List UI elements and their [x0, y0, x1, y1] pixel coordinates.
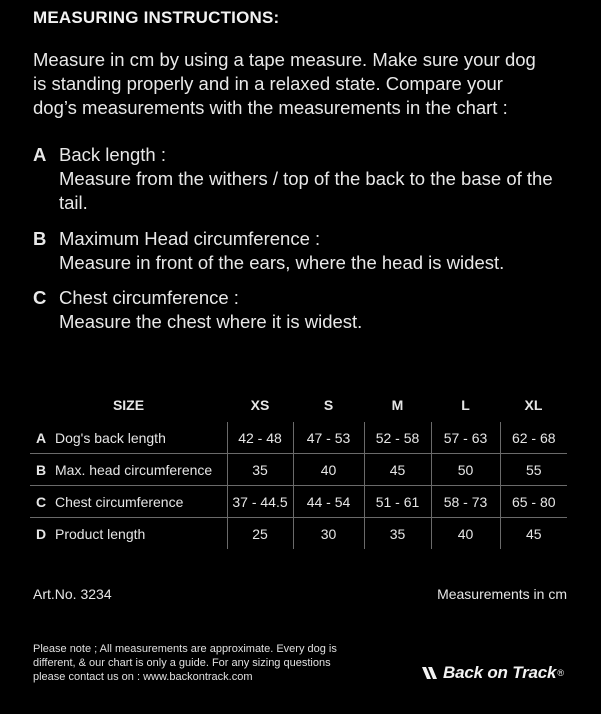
- note-line: Please note ; All measurements are approximate. Every dog is: [33, 643, 337, 655]
- table-cell: 35: [227, 454, 293, 486]
- row-label: [30, 518, 227, 550]
- table-cell: 25: [227, 518, 293, 550]
- row-label-text: Max. head circumference: [55, 461, 213, 478]
- table-cell: 37 - 44.5: [227, 486, 293, 518]
- table-cell: 47 - 53: [293, 422, 364, 454]
- row-label-text: Dog's back length: [55, 429, 166, 446]
- instruction-description: Measure the chest where it is widest.: [59, 311, 363, 332]
- row-letter: D: [36, 525, 47, 542]
- size-header-m: M: [391, 397, 404, 413]
- table-cell: 55: [500, 454, 567, 486]
- table-cell: 30: [293, 518, 364, 550]
- table-cell: 42 - 48: [227, 422, 293, 454]
- instruction-title: Back length :: [59, 144, 166, 165]
- table-cell: 51 - 61: [364, 486, 431, 518]
- instruction-description: Measure in front of the ears, where the head is widest.: [59, 252, 505, 273]
- instruction-letter: A: [33, 144, 47, 165]
- instruction-title: Chest circumference :: [59, 287, 239, 308]
- intro-line: dog’s measurements with the measurements in the chart :: [33, 97, 508, 118]
- size-chart-table: [30, 388, 567, 549]
- article-number: Art.No. 3234: [33, 586, 112, 602]
- size-header-xs: XS: [250, 397, 270, 413]
- intro-paragraph: [33, 48, 573, 120]
- intro-line: is standing properly and in a relaxed state. Compare your: [33, 73, 503, 94]
- back-on-track-stripes-icon: [422, 666, 440, 680]
- instruction-title: Maximum Head circumference :: [59, 228, 321, 249]
- table-row: [30, 422, 567, 454]
- intro-line: Measure in cm by using a tape measure. Make sure your dog: [33, 49, 536, 70]
- table-header-row: [30, 388, 567, 422]
- instruction-letter: B: [33, 228, 47, 249]
- page-title: MEASURING INSTRUCTIONS:: [33, 8, 280, 27]
- row-label: [30, 422, 227, 454]
- table-cell: 62 - 68: [500, 422, 567, 454]
- table-cell: 40: [293, 454, 364, 486]
- brand-name: Back on Track: [443, 663, 557, 682]
- table-row: [30, 454, 567, 486]
- table-cell: 52 - 58: [364, 422, 431, 454]
- row-label: [30, 486, 227, 518]
- table-row: [30, 486, 567, 518]
- table-cell: 58 - 73: [431, 486, 500, 518]
- table-cell: 40: [431, 518, 500, 550]
- row-label-text: Chest circumference: [55, 493, 184, 510]
- instruction-description: Measure from the withers / top of the back to the base of the tail.: [59, 168, 553, 213]
- table-cell: 45: [364, 454, 431, 486]
- registered-mark: ®: [557, 668, 564, 678]
- disclaimer-note: [33, 642, 383, 684]
- size-column-header: SIZE: [112, 397, 145, 413]
- table-cell: 35: [364, 518, 431, 550]
- note-line: different, & our chart is only a guide. For any sizing questions: [33, 657, 331, 669]
- row-letter: B: [36, 461, 47, 478]
- table-row: [30, 518, 567, 550]
- table-cell: 65 - 80: [500, 486, 567, 518]
- row-letter: A: [36, 429, 47, 446]
- back-on-track-logo: [422, 661, 564, 685]
- row-label-text: Product length: [55, 525, 146, 542]
- size-header-xl: XL: [524, 397, 543, 413]
- size-header-l: L: [461, 397, 470, 413]
- units-note: Measurements in cm: [437, 586, 567, 602]
- table-cell: 50: [431, 454, 500, 486]
- table-cell: 44 - 54: [293, 486, 364, 518]
- row-letter: C: [36, 493, 47, 510]
- table-cell: 57 - 63: [431, 422, 500, 454]
- instruction-letter: C: [33, 287, 47, 308]
- table-cell: 45: [500, 518, 567, 550]
- row-label: [30, 454, 227, 486]
- note-line: please contact us on : www.backontrack.com: [33, 671, 253, 683]
- size-header-s: S: [323, 397, 334, 413]
